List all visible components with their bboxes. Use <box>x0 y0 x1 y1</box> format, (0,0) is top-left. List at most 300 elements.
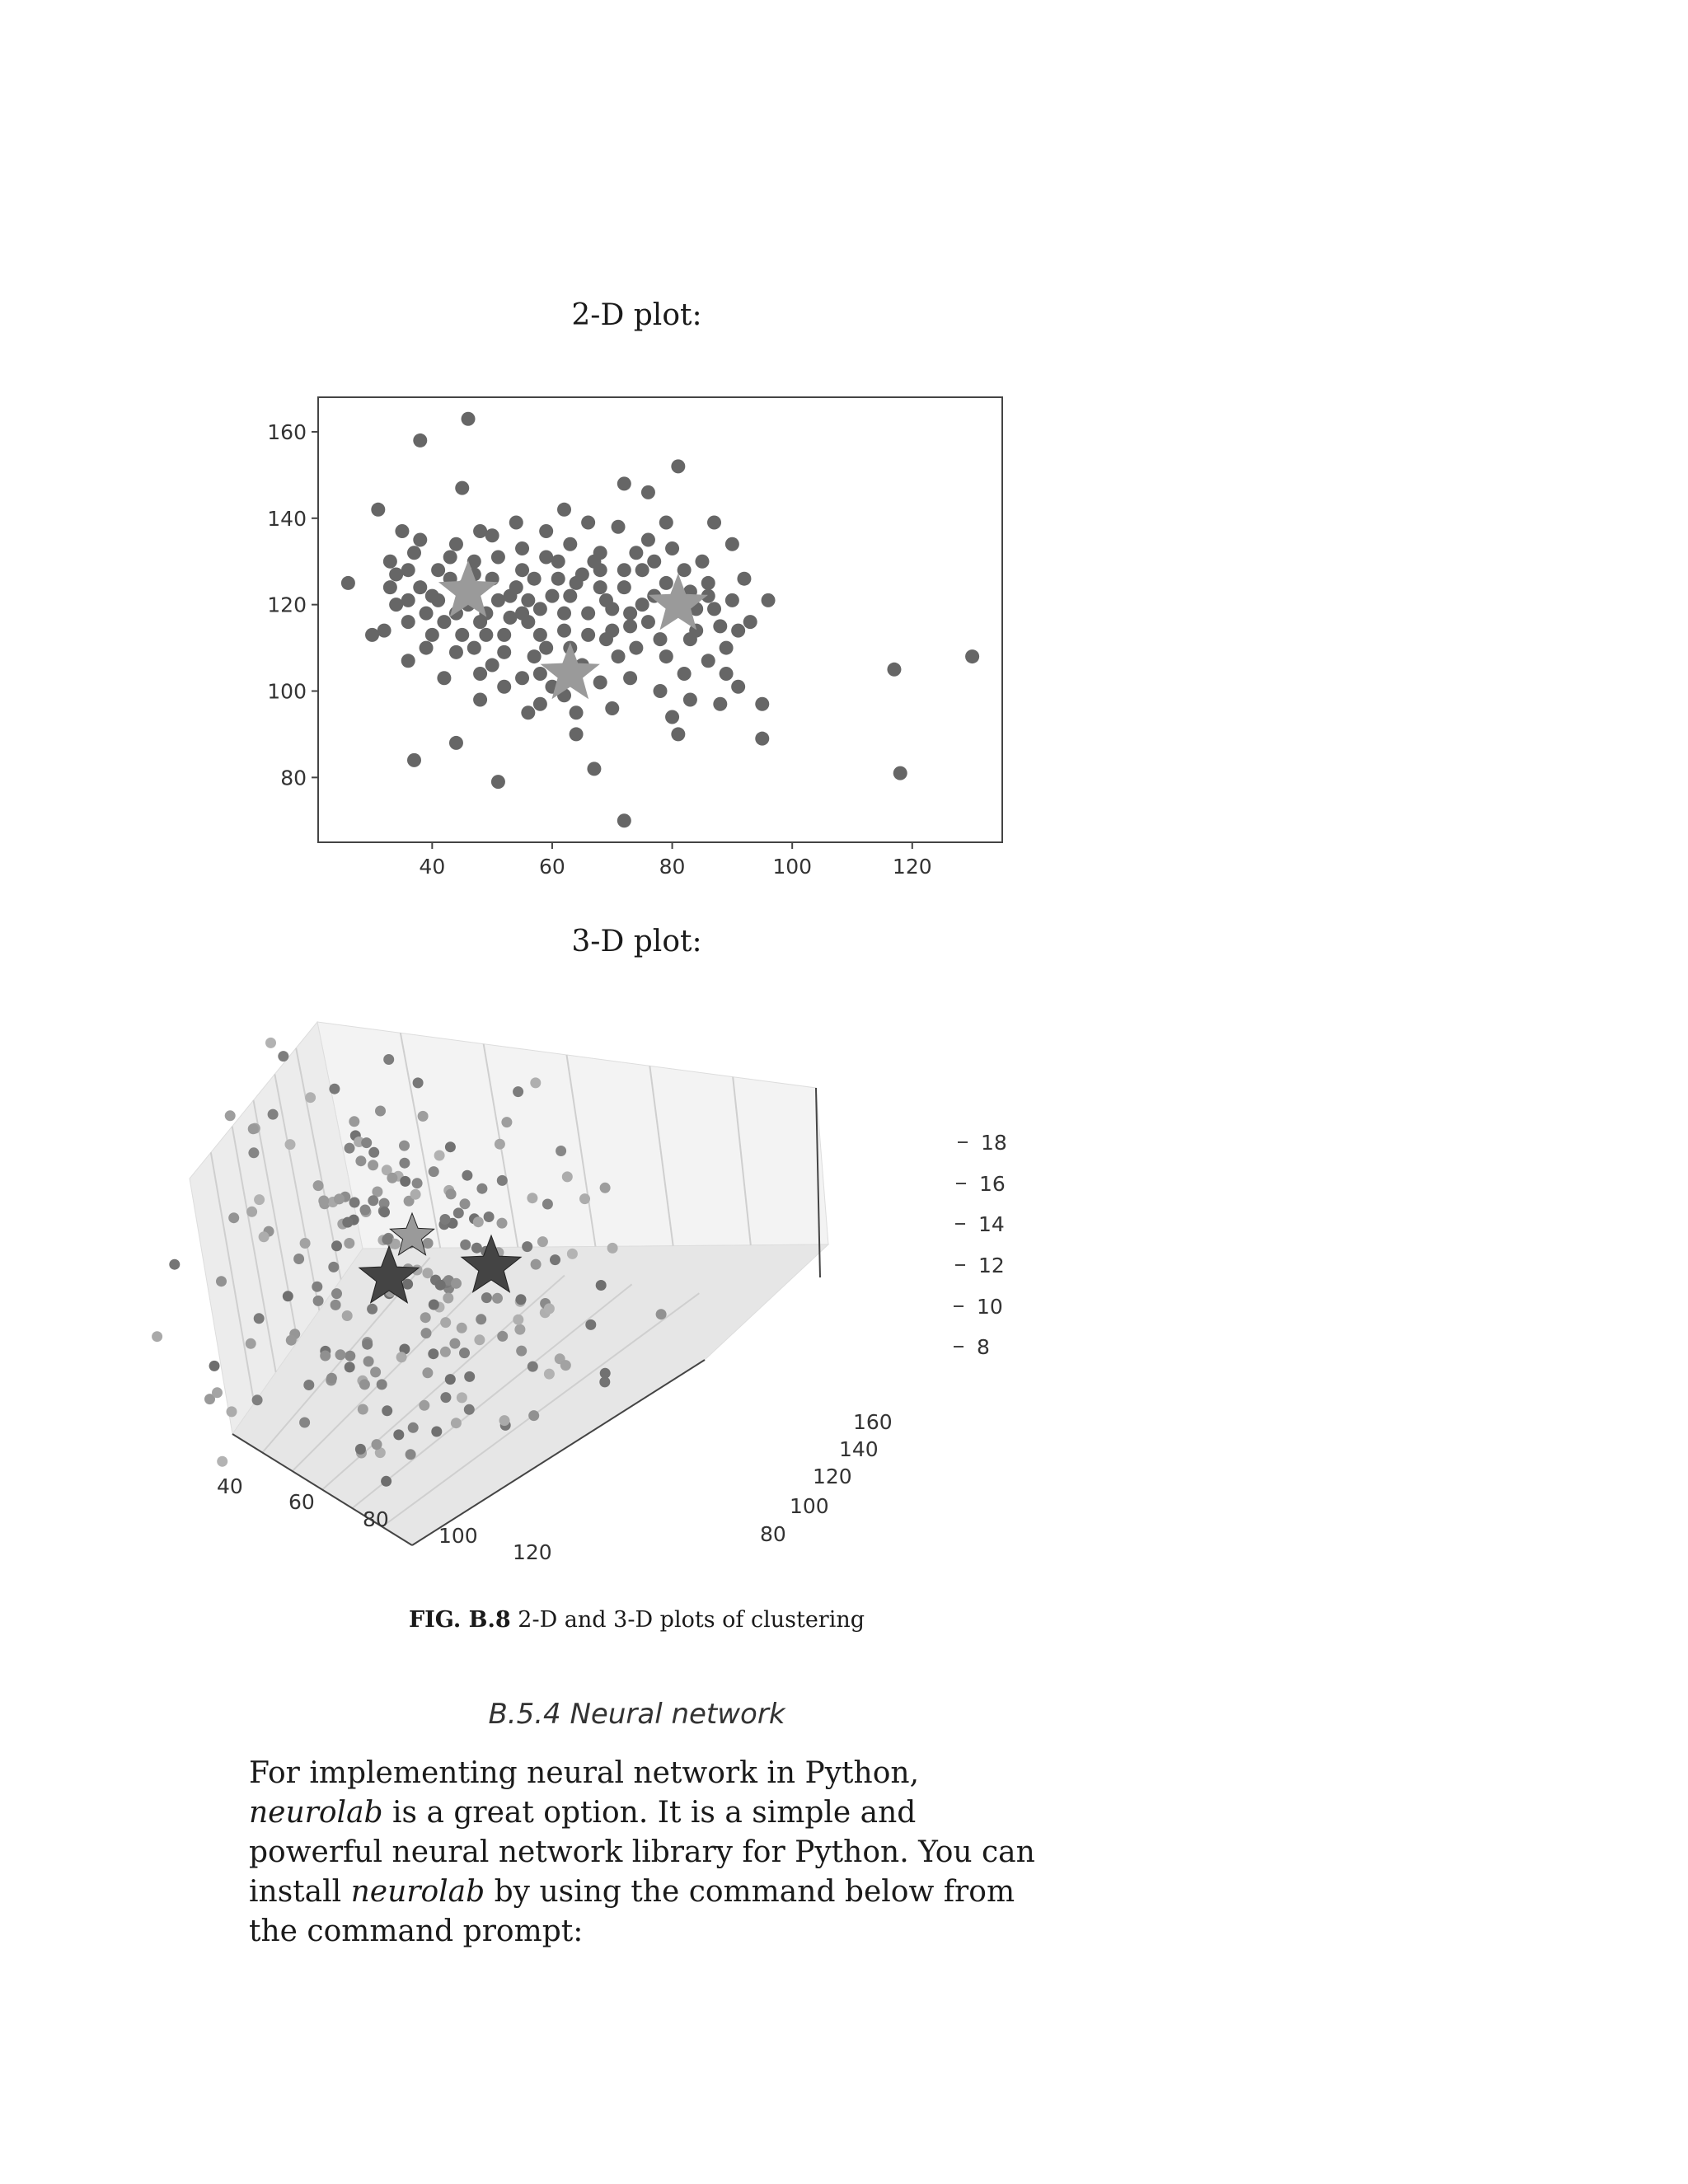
data-point <box>720 641 734 655</box>
data-point <box>617 580 631 594</box>
data-point <box>396 1352 407 1362</box>
data-point <box>617 813 631 827</box>
y-tick-label: 160 <box>853 1410 893 1434</box>
x-tick-label: 100 <box>772 855 813 879</box>
data-point <box>654 632 668 646</box>
data-point <box>216 1276 227 1286</box>
data-point <box>421 1328 432 1338</box>
data-point <box>413 533 427 547</box>
data-point <box>635 563 649 577</box>
data-point <box>329 1084 340 1094</box>
data-point <box>278 1051 288 1062</box>
data-point <box>528 1361 538 1372</box>
data-point <box>331 1300 341 1310</box>
data-point <box>312 1282 322 1292</box>
package-name: neurolab <box>249 1796 383 1830</box>
data-point <box>471 1243 482 1254</box>
data-points <box>341 412 979 828</box>
data-point <box>420 1312 431 1323</box>
data-point <box>455 628 469 642</box>
data-point <box>755 697 769 711</box>
data-point <box>563 589 577 603</box>
data-point <box>368 1147 379 1158</box>
data-point <box>570 705 584 719</box>
data-point <box>542 1199 553 1210</box>
data-point <box>300 1238 311 1249</box>
data-point <box>497 1218 508 1229</box>
data-point <box>533 697 547 711</box>
data-point <box>401 563 415 577</box>
data-point <box>737 572 751 586</box>
data-point <box>445 1374 456 1385</box>
data-point <box>557 607 571 621</box>
data-point <box>393 1429 404 1440</box>
data-point <box>254 1313 265 1324</box>
data-point <box>720 667 734 681</box>
data-point <box>377 1379 387 1390</box>
data-point <box>607 1243 618 1254</box>
data-point <box>556 1146 566 1156</box>
data-point <box>605 624 619 638</box>
data-point <box>893 766 907 780</box>
data-point <box>474 1334 485 1345</box>
data-point <box>429 1166 439 1177</box>
data-point <box>361 1137 372 1148</box>
data-point <box>539 550 553 564</box>
data-point <box>228 1212 239 1223</box>
data-point <box>551 572 565 586</box>
data-point <box>581 628 595 642</box>
data-point <box>501 1117 512 1127</box>
x-axis-ticks <box>419 842 931 879</box>
data-point <box>473 692 487 706</box>
data-point <box>425 589 439 603</box>
data-point <box>437 671 451 685</box>
x-tick-label: 80 <box>363 1507 389 1531</box>
data-point <box>623 671 637 685</box>
data-point <box>755 732 769 746</box>
data-point <box>412 1178 423 1188</box>
data-point <box>440 1392 451 1403</box>
z-tick-label: 8 <box>977 1335 990 1359</box>
data-point <box>349 1116 359 1127</box>
data-point <box>570 576 584 590</box>
data-point <box>665 710 679 724</box>
data-point <box>530 1077 541 1088</box>
data-point <box>217 1456 227 1467</box>
data-point <box>401 654 415 668</box>
data-point <box>460 1240 471 1250</box>
data-point <box>713 619 727 633</box>
data-point <box>473 667 487 681</box>
data-point <box>491 775 505 789</box>
data-point <box>515 541 529 555</box>
data-point <box>509 516 523 530</box>
data-point <box>659 576 673 590</box>
data-point <box>428 1348 438 1359</box>
data-point <box>459 1347 470 1358</box>
data-point <box>443 550 457 564</box>
data-point <box>453 1207 464 1218</box>
data-point <box>383 555 397 569</box>
data-point <box>762 593 776 607</box>
data-point <box>254 1194 265 1205</box>
data-point <box>328 1262 339 1272</box>
data-point <box>497 680 511 694</box>
data-point <box>528 572 542 586</box>
data-point <box>562 1171 573 1182</box>
data-point <box>528 649 542 663</box>
data-point <box>514 1324 525 1335</box>
scatter-chart-2d <box>247 387 1039 898</box>
data-point <box>419 1400 429 1411</box>
data-point <box>408 1422 419 1433</box>
data-point <box>707 602 721 616</box>
data-point <box>355 1444 366 1455</box>
data-point <box>387 1173 397 1183</box>
data-point <box>665 541 679 555</box>
data-point <box>344 1238 354 1249</box>
data-point <box>533 602 547 616</box>
data-point <box>521 705 535 719</box>
x-tick-label: 40 <box>217 1474 243 1498</box>
data-point <box>612 520 626 534</box>
data-point <box>527 1193 537 1203</box>
data-point <box>593 676 607 690</box>
data-point <box>671 459 685 473</box>
data-point <box>435 1280 446 1291</box>
paragraph-text: For implementing neural network in Python, <box>249 1756 920 1790</box>
data-point <box>443 1293 453 1304</box>
data-point <box>515 671 529 685</box>
z-tick-label: 14 <box>978 1212 1005 1236</box>
data-point <box>600 1183 611 1193</box>
data-point <box>401 615 415 629</box>
data-point <box>349 1197 360 1208</box>
data-point <box>286 1335 297 1346</box>
data-point <box>731 624 745 638</box>
data-point <box>418 1111 429 1122</box>
data-point <box>659 649 673 663</box>
data-point <box>212 1387 223 1398</box>
data-point <box>479 628 493 642</box>
data-point <box>265 1038 276 1048</box>
data-point <box>334 1193 345 1204</box>
data-point <box>550 1254 560 1265</box>
data-point <box>345 1143 355 1154</box>
data-point <box>420 641 434 655</box>
x-tick-label: 80 <box>659 855 686 879</box>
data-point <box>485 658 499 673</box>
data-point <box>581 516 595 530</box>
data-point <box>375 1106 386 1117</box>
data-point <box>695 555 709 569</box>
data-point <box>389 567 403 581</box>
data-point <box>533 667 547 681</box>
data-point <box>252 1394 263 1405</box>
data-point <box>464 1404 475 1415</box>
data-point <box>440 1347 451 1357</box>
data-point <box>358 1404 368 1415</box>
data-point <box>335 1349 346 1360</box>
data-point <box>455 481 469 495</box>
data-point <box>557 624 571 638</box>
data-point <box>318 1196 329 1207</box>
data-point <box>522 1241 532 1252</box>
data-point <box>400 1176 410 1187</box>
data-point <box>320 1351 331 1361</box>
data-point <box>537 1236 548 1247</box>
data-point <box>528 1410 539 1421</box>
section-title: B.5.4 Neural network <box>488 1698 785 1731</box>
y-tick-label: 140 <box>267 506 307 531</box>
data-point <box>462 1170 472 1181</box>
data-point <box>449 645 463 659</box>
data-point <box>434 1151 445 1161</box>
data-point <box>413 1077 424 1088</box>
figure-caption-text: 2-D and 3-D plots of clustering <box>518 1607 865 1633</box>
x-tick-label: 60 <box>288 1490 315 1514</box>
data-point <box>367 1304 377 1315</box>
data-point <box>629 546 643 560</box>
data-point <box>259 1231 270 1242</box>
data-point <box>449 537 463 551</box>
data-point <box>544 1369 555 1380</box>
data-point <box>248 1123 259 1134</box>
data-point <box>654 684 668 698</box>
data-point <box>731 680 745 694</box>
z-tick-label: 12 <box>978 1254 1005 1277</box>
data-point <box>382 1235 392 1245</box>
data-point <box>641 533 655 547</box>
data-point <box>425 628 439 642</box>
data-point <box>533 628 547 642</box>
x-tick-label: 60 <box>539 855 565 879</box>
data-point <box>246 1207 257 1217</box>
data-point <box>887 663 901 677</box>
data-point <box>713 697 727 711</box>
data-point <box>521 593 535 607</box>
figure-caption <box>0 1607 1273 1633</box>
paragraph-text: is a great option. It is a simple and powerful neural network library for Python. You can install <box>249 1796 1035 1909</box>
y-tick-label: 140 <box>839 1437 879 1461</box>
y-tick-label: 120 <box>267 593 307 617</box>
data-point <box>567 1249 578 1259</box>
data-point <box>377 624 392 638</box>
data-point <box>579 1193 590 1204</box>
figure-label: FIG. B.8 <box>408 1607 511 1633</box>
data-point <box>152 1331 162 1342</box>
data-point <box>593 563 607 577</box>
data-point <box>326 1373 337 1384</box>
data-point <box>539 641 553 655</box>
data-point <box>383 1054 394 1065</box>
data-point <box>623 619 637 633</box>
data-point <box>481 1292 492 1303</box>
data-point <box>365 628 379 642</box>
data-point <box>372 1439 382 1450</box>
data-point <box>355 1155 366 1166</box>
data-point <box>305 1092 316 1103</box>
data-point <box>513 1315 523 1325</box>
data-point <box>495 1139 505 1150</box>
data-point <box>743 615 757 629</box>
y-tick-label: 80 <box>280 766 307 790</box>
data-point <box>342 1310 353 1321</box>
data-point <box>303 1380 314 1390</box>
data-point <box>413 580 427 594</box>
y-tick-label: 160 <box>267 419 307 444</box>
data-point <box>539 524 553 538</box>
data-point <box>492 1293 503 1304</box>
data-point <box>617 476 631 490</box>
y-tick-label: 100 <box>790 1494 829 1518</box>
data-point <box>491 593 505 607</box>
data-point <box>467 641 481 655</box>
z-tick-label: 16 <box>979 1172 1006 1196</box>
data-point <box>457 1323 467 1333</box>
data-point <box>635 598 649 612</box>
data-point <box>342 1217 353 1228</box>
data-point <box>725 537 739 551</box>
data-point <box>513 1086 523 1097</box>
data-point <box>420 607 434 621</box>
data-point <box>600 1368 611 1379</box>
data-point <box>671 727 685 741</box>
data-point <box>605 701 619 715</box>
data-point <box>331 1240 342 1251</box>
data-point <box>515 563 529 577</box>
data-point <box>499 1415 510 1426</box>
plot-3d-heading: 3-D plot: <box>571 925 702 958</box>
data-point <box>570 727 584 741</box>
data-point <box>407 546 421 560</box>
x-tick-label: 100 <box>438 1524 478 1548</box>
data-point <box>725 593 739 607</box>
data-point <box>422 1367 433 1378</box>
data-point <box>446 1188 457 1199</box>
data-point <box>227 1406 237 1417</box>
data-point <box>381 1476 392 1487</box>
data-point <box>701 654 715 668</box>
data-point <box>449 736 463 750</box>
data-point <box>531 1259 542 1270</box>
data-point <box>402 1279 413 1290</box>
data-point <box>440 1317 451 1328</box>
data-point <box>617 563 631 577</box>
data-point <box>484 1212 495 1222</box>
data-point <box>248 1147 259 1158</box>
data-point <box>395 524 409 538</box>
data-point <box>560 1360 571 1371</box>
body-paragraph <box>249 1754 1057 1952</box>
data-point <box>413 434 427 448</box>
y-axis-ticks <box>267 420 318 790</box>
plot-2d-heading: 2-D plot: <box>571 298 702 332</box>
data-point <box>423 1238 434 1249</box>
data-point <box>431 563 445 577</box>
back-pane <box>317 1022 828 1249</box>
data-point <box>460 1198 471 1209</box>
scatter-chart-3d <box>217 1014 1039 1582</box>
data-point <box>585 1319 596 1330</box>
data-point <box>678 667 692 681</box>
data-point <box>497 628 511 642</box>
data-point <box>516 1294 527 1305</box>
data-point <box>462 412 476 426</box>
data-point <box>285 1139 296 1150</box>
data-point <box>701 576 715 590</box>
data-point <box>371 503 385 517</box>
data-point <box>406 1449 416 1460</box>
data-point <box>612 649 626 663</box>
data-point <box>313 1180 324 1191</box>
data-point <box>473 524 487 538</box>
data-point <box>383 580 397 594</box>
data-point <box>647 555 661 569</box>
data-point <box>360 1205 371 1216</box>
data-point <box>497 1175 508 1186</box>
data-point <box>449 1338 460 1349</box>
data-point <box>379 1207 390 1217</box>
data-point <box>678 563 692 577</box>
data-point <box>401 593 415 607</box>
data-point <box>491 550 505 564</box>
data-point <box>225 1110 236 1121</box>
data-point <box>368 1160 378 1170</box>
data-point <box>629 641 643 655</box>
data-point <box>641 615 655 629</box>
data-point <box>445 1141 456 1152</box>
data-point <box>382 1405 392 1416</box>
data-point <box>683 692 697 706</box>
data-point <box>345 1361 355 1372</box>
data-point <box>399 1141 410 1151</box>
data-point <box>581 607 595 621</box>
data-point <box>497 1331 508 1342</box>
data-point <box>473 615 487 629</box>
data-point <box>341 576 355 590</box>
y-tick-label: 100 <box>267 679 307 704</box>
y-tick-label: 80 <box>760 1522 786 1546</box>
data-point <box>563 537 577 551</box>
data-point <box>451 1278 462 1289</box>
z-tick-label: 10 <box>977 1295 1003 1319</box>
data-point <box>429 1300 439 1310</box>
data-point <box>545 589 559 603</box>
data-point <box>457 1392 467 1403</box>
y-tick-label: 120 <box>813 1465 852 1488</box>
data-point <box>551 555 565 569</box>
x-tick-label: 120 <box>513 1540 552 1564</box>
package-name: neurolab <box>350 1875 485 1909</box>
data-point <box>503 589 517 603</box>
data-point <box>299 1418 310 1428</box>
data-point <box>313 1296 324 1306</box>
data-point <box>476 1183 487 1194</box>
data-point <box>497 645 511 659</box>
data-point <box>599 593 613 607</box>
data-point <box>440 1214 451 1225</box>
data-point <box>587 762 601 776</box>
data-point <box>656 1309 667 1319</box>
data-point <box>516 1346 527 1357</box>
data-point <box>293 1254 304 1264</box>
data-point <box>965 649 979 663</box>
data-point <box>641 485 655 499</box>
data-point <box>707 516 721 530</box>
data-point <box>437 615 451 629</box>
